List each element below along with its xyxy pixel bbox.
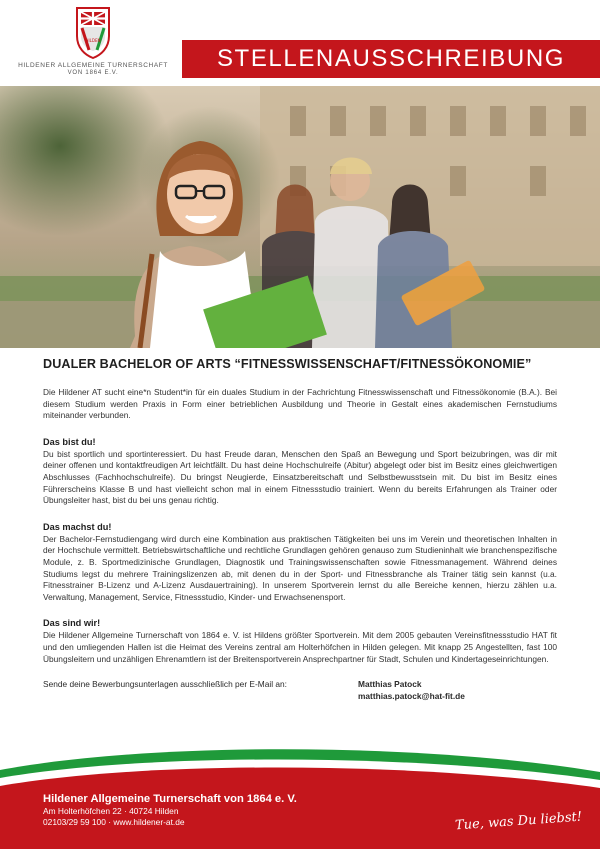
- contact-name: Matthias Patock: [358, 679, 422, 690]
- club-crest-icon: [74, 6, 112, 60]
- footer-contact: [43, 792, 297, 828]
- hero-photo: [0, 86, 600, 348]
- footer-phone-web[interactable]: 02103/29 59 100 · www.hildener-at.de: [43, 817, 185, 827]
- apply-instruction: Sende deine Bewerbungsunterlagen ausschließlich per E-Mail an:: [43, 679, 287, 690]
- contact-email-link[interactable]: matthias.patock@hat-fit.de: [358, 691, 465, 702]
- crest-text: HILDEN: [85, 38, 101, 43]
- job-description: [43, 357, 557, 705]
- section-text-about: Die Hildener Allgemeine Turnerschaft von 1864 e. V. ist Hildens größter Sportverein. Mit dem 2005 gebauten Vereinsfitnessstudio HAT fit und den umliegenden Hallen ist die Heimat des Vereins zentral am Holterhöfchen in Hilden gelegen. Mit knapp 25 Angestellten, fast 100 Übungsleitern und unzähligen Ehrenamtlern ist der Breitensportverein Ansprechpartner für Stadt, Schulen und Kindertageseinrichtungen.: [43, 630, 557, 664]
- club-logo: [18, 6, 168, 77]
- section-title-profile: Das bist du!: [43, 436, 96, 447]
- section-title-about: Das sind wir!: [43, 618, 101, 629]
- footer-club-name: Hildener Allgemeine Turnerschaft von 1864 e. V.: [43, 793, 297, 805]
- section-text-profile: Du bist sportlich und sportinteressiert. Du hast Freude daran, Menschen den Spaß an Bewegung und Sport beizubringen, was dir mit deiner offenen und kontaktfreudigen Art leichtfällt. Du hast deine Hochschulreife (Abitur) abgelegt oder bist im Besitz eines gleichwertigen Abschlusses (Fachhochschulreife). Du bringst Neugierde, Einsatzbereitschaft und Selbstbewusstsein mit. Du bist im Besitz eines Führerscheins Klasse B und hast vielleicht schon mal in einem Fitnessstudio trainiert. Wenn du bereits Erfahrungen als Trainer oder Übungsleiter hast, bist du bei uns genau richtig.: [43, 448, 557, 506]
- footer-address: Am Holterhöfchen 22 · 40724 Hilden: [43, 806, 179, 816]
- footer-slogan: Tue, was Du liebst!: [454, 809, 583, 834]
- job-heading: DUALER BACHELOR OF ARTS “FITNESSWISSENSCHAFT/FITNESSÖKONOMIE”: [43, 357, 532, 371]
- page-title-banner: STELLENAUSSCHREIBUNG: [182, 40, 600, 78]
- section-text-tasks: Der Bachelor-Fernstudiengang wird durch eine Kombination aus praktischen Tätigkeiten bei uns im Verein und theoretischen Inhalten in der Hochschule vermittelt. Betriebswirtschaftliche und rechtliche Grundlagen gehören genauso zum Studieninhalt wie branchenspezifische Module, z. B. Sportmedizinische Grundlagen, Diagnostik und Trainingswissenschaften sowie Fitnessmanagement. Während deines Studiums legst du mehrere Trainingslizenzen ab, mit denen du in der Sport- und Fitnessbranche als Trainer tätig sein kannst (u.a. Fitnesstrainer B-Lizenz und A-Lizenz Ausdauertraining). In unserem Sportverein lernst du alle Bereiche kennen, hierzu zählen u.a. Verwaltung, Management, Service, Fitnessstudio, Kinder- und Erwachsenensport.: [43, 533, 557, 602]
- intro-text: Die Hildener AT sucht eine*n Student*in für ein duales Studium in der Fachrichtung Fitnesswissenschaft und Fitnessökonomie (B.A.). Bei diesem Studium werden Praxis in Form einer betrieblichen Ausbildung und Theorie in Gestalt eines akademischen Fernstudiums miteinander verbunden.: [43, 387, 557, 421]
- club-name: HILDENER ALLGEMEINE TURNERSCHAFT: [18, 62, 168, 69]
- contact-block: [43, 679, 557, 705]
- section-title-tasks: Das machst du!: [43, 521, 112, 532]
- club-subtitle: VON 1864 E.V.: [67, 70, 119, 76]
